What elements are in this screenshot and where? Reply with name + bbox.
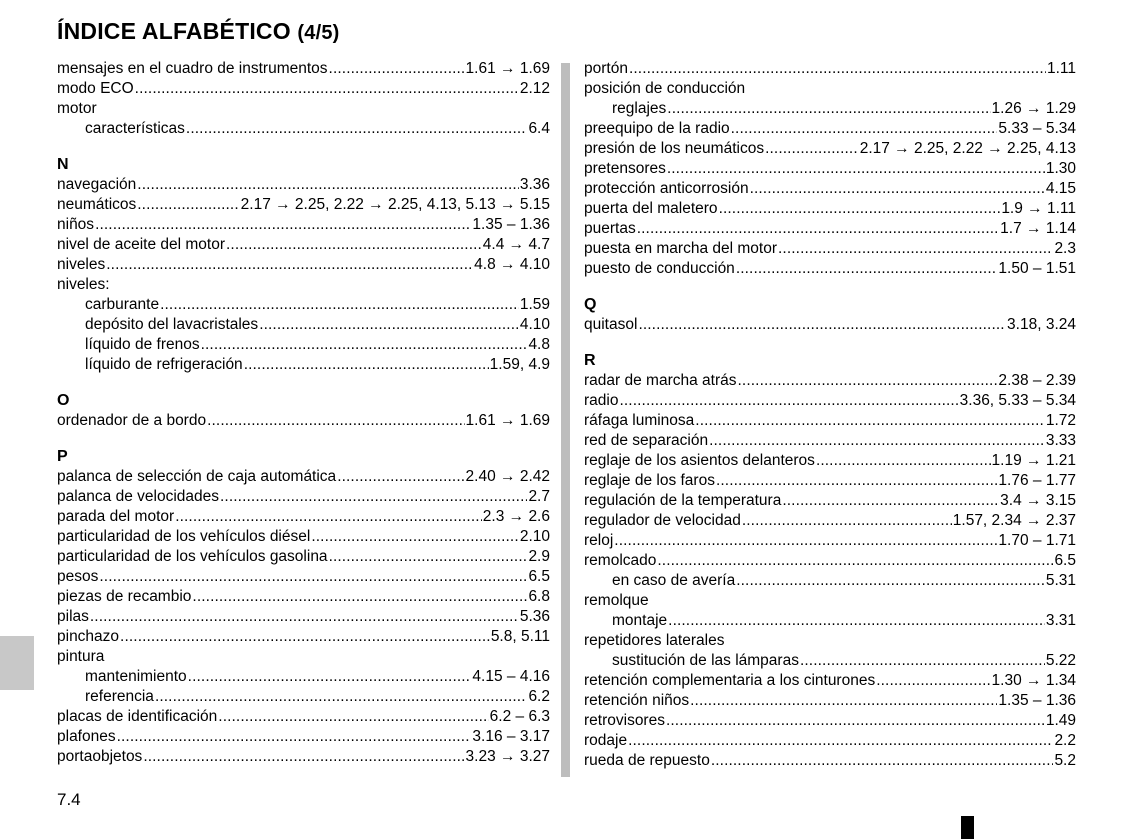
index-letter-heading: N [57,156,69,173]
dot-leader [117,727,472,747]
index-entry [57,195,550,215]
dot-leader [719,199,1001,219]
index-page-ref: 4.10 [519,316,550,333]
index-term: modo ECO [57,80,134,97]
index-page-ref: 1.30 [1045,160,1076,177]
index-page-ref: 1.30 → 1.34 [991,672,1076,689]
dot-leader [709,431,1045,451]
index-subentry [57,315,550,335]
index-page-ref: 1.49 [1045,712,1076,729]
index-page-ref: 1.7 → 1.14 [1000,220,1076,237]
index-term: reloj [584,532,614,549]
dot-leader [106,255,473,275]
index-entry [57,727,550,747]
index-term: protección anticorrosión [584,180,749,197]
index-term: radar de marcha atrás [584,372,737,389]
index-entry [584,671,1076,691]
index-entry [584,691,1076,711]
index-entry [57,587,550,607]
index-term: puesto de conducción [584,260,735,277]
index-term: niveles: [57,276,110,293]
dot-leader [668,611,1045,631]
dot-leader [657,551,1053,571]
section-tab-marker [0,636,34,690]
index-term: depósito del lavacristales [85,316,259,333]
dot-leader [137,175,519,195]
index-page-ref: 5.36 [519,608,550,625]
index-column-right [584,59,1076,771]
index-page-ref: 6.5 [1054,552,1076,569]
index-term: puesta en marcha del motor [584,240,777,257]
index-entry [584,199,1076,219]
index-term: pesos [57,568,99,585]
index-page-ref: 5.8, 5.11 [490,628,550,645]
dot-leader [207,411,464,431]
dot-leader [667,159,1045,179]
dot-leader [90,607,519,627]
index-entry [584,471,1076,491]
dot-leader [160,295,519,315]
index-page-ref: 1.11 [1046,60,1076,77]
index-term: pintura [57,648,105,665]
index-entry [57,275,550,295]
index-page-ref: 4.4 → 4.7 [482,236,550,253]
index-page-ref: 6.4 [528,120,550,137]
index-page-ref: 1.59, 4.9 [489,356,550,373]
index-term: plafones [57,728,116,745]
dot-leader [135,79,519,99]
index-term: reglaje de los asientos delanteros [584,452,815,469]
index-entry [57,235,550,255]
index-entry [584,431,1076,451]
index-entry [584,631,1076,651]
index-entry [57,627,550,647]
index-term: ordenador de a bordo [57,412,207,429]
index-term: remolcado [584,552,657,569]
index-term: en caso de avería [612,572,736,589]
index-term: pilas [57,608,89,625]
dot-leader [738,371,998,391]
index-page-ref: 2.40 → 2.42 [465,468,550,485]
index-subentry [584,611,1076,631]
index-entry [584,179,1076,199]
dot-leader [95,215,471,235]
index-page-ref: 4.8 → 4.10 [474,256,550,273]
column-divider [561,63,570,777]
dot-leader [155,687,528,707]
index-entry [57,411,550,431]
dot-leader [800,651,1045,671]
index-term: puerta del maletero [584,200,718,217]
index-term: líquido de refrigeración [85,356,243,373]
index-page-ref: 1.70 – 1.71 [998,532,1076,549]
dot-leader [311,527,519,547]
index-page-ref: 5.2 [1054,752,1076,769]
index-subentry [57,667,550,687]
index-entry [584,315,1076,335]
dot-leader [711,751,1054,771]
dot-leader [628,731,1053,751]
index-term: parada del motor [57,508,175,525]
dot-leader [637,219,999,239]
index-page-ref: 1.19 → 1.21 [991,452,1076,469]
index-page-ref: 3.18, 3.24 [1007,316,1076,333]
index-term: presión de los neumáticos [584,140,765,157]
dot-leader [329,59,465,79]
index-term: radio [584,392,619,409]
dot-leader [226,235,482,255]
index-page-ref: 3.33 [1045,432,1076,449]
index-page-ref: 3.16 – 3.17 [472,728,550,745]
index-term: líquido de frenos [85,336,200,353]
index-letter-heading: P [57,448,68,465]
dot-leader [614,531,997,551]
index-term: placas de identificación [57,708,218,725]
dot-leader [876,671,990,691]
index-entry [584,79,1076,99]
page-number: 7.4 [57,790,81,809]
index-term: reglaje de los faros [584,472,715,489]
index-entry [57,507,550,527]
index-term: red de separación [584,432,709,449]
index-letter-heading: Q [584,296,597,313]
dot-leader [329,547,528,567]
index-term: palanca de velocidades [57,488,220,505]
index-page-ref: 1.57, 2.34 → 2.37 [952,512,1076,529]
index-page-ref: 4.15 [1045,180,1076,197]
index-term: características [85,120,185,137]
index-term: puertas [584,220,636,237]
index-page-ref: 2.7 [528,488,550,505]
index-page-ref: 1.59 [519,296,550,313]
dot-leader [731,119,998,139]
index-page-ref: 5.33 – 5.34 [998,120,1076,137]
index-page-ref: 4.8 [528,336,550,353]
index-entry [57,487,550,507]
index-entry [57,567,550,587]
dot-leader [259,315,519,335]
index-term: rueda de repuesto [584,752,710,769]
dot-leader [186,119,528,139]
page-title-suffix: (4/5) [297,22,340,44]
index-term: montaje [612,612,668,629]
index-entry [584,119,1076,139]
index-term: regulador de velocidad [584,512,741,529]
index-entry [584,531,1076,551]
dot-leader [337,467,464,487]
index-term: rodaje [584,732,628,749]
dot-leader [736,571,1045,591]
index-entry [57,59,550,79]
index-entry [57,175,550,195]
index-subentry [57,687,550,707]
dot-leader [99,567,527,587]
index-term: mantenimiento [85,668,187,685]
index-page-ref: 2.9 [528,548,550,565]
index-entry [584,411,1076,431]
index-entry [584,59,1076,79]
index-entry [57,747,550,767]
dot-leader [736,259,998,279]
dot-leader [778,239,1053,259]
index-entry [584,219,1076,239]
dot-leader [782,491,999,511]
index-page-ref: 1.72 [1045,412,1076,429]
index-term: retención complementaria a los cinturones [584,672,876,689]
index-entry [584,511,1076,531]
dot-leader [137,195,239,215]
index-term: pretensores [584,160,666,177]
index-page-ref: 2.10 [519,528,550,545]
dot-leader [143,747,464,767]
index-entry [584,731,1076,751]
index-page-ref: 2.3 [1054,240,1076,257]
dot-leader [218,707,488,727]
index-entry [584,451,1076,471]
index-term: particularidad de los vehículos gasolina [57,548,328,565]
index-term: particularidad de los vehículos diésel [57,528,311,545]
index-page-ref: 1.26 → 1.29 [991,100,1076,117]
index-page-ref: 1.61 → 1.69 [465,60,550,77]
index-term: niveles [57,256,106,273]
index-subentry [57,295,550,315]
index-term: neumáticos [57,196,137,213]
index-page-ref: 5.22 [1045,652,1076,669]
index-page-ref: 4.15 – 4.16 [472,668,550,685]
dot-leader [765,139,859,159]
index-page-ref: 6.8 [528,588,550,605]
index-subentry [584,571,1076,591]
dot-leader [750,179,1045,199]
dot-leader [244,355,489,375]
index-entry [57,527,550,547]
index-page-ref: 1.9 → 1.11 [1001,200,1076,217]
index-entry [584,591,1076,611]
index-term: retrovisores [584,712,665,729]
index-page-ref: 2.17 → 2.25, 2.22 → 2.25, 4.13, 5.13 → 5.15 [240,196,550,213]
index-page-ref: 2.3 → 2.6 [482,508,550,525]
index-page-ref: 2.17 → 2.25, 2.22 → 2.25, 4.13 [859,140,1076,157]
index-entry [57,607,550,627]
dot-leader [188,667,472,687]
index-entry [584,551,1076,571]
index-entry [584,159,1076,179]
index-page-ref: 3.36 [519,176,550,193]
index-term: portaobjetos [57,748,143,765]
index-entry [57,255,550,275]
index-term: quitasol [584,316,638,333]
index-page-ref: 2.38 – 2.39 [998,372,1076,389]
index-term: portón [584,60,628,77]
index-page-ref: 6.2 [528,688,550,705]
index-page-ref: 2.12 [519,80,550,97]
index-page-ref: 1.35 – 1.36 [998,692,1076,709]
index-page-ref: 1.50 – 1.51 [998,260,1076,277]
index-subentry [57,119,550,139]
index-term: navegación [57,176,137,193]
index-entry [584,491,1076,511]
dot-leader [716,471,997,491]
index-entry [57,79,550,99]
index-subentry [57,355,550,375]
index-term: niños [57,216,95,233]
index-entry [584,259,1076,279]
index-term: nivel de aceite del motor [57,236,226,253]
index-term: mensajes en el cuadro de instrumentos [57,60,328,77]
dot-leader [816,451,991,471]
index-term: repetidores laterales [584,632,725,649]
index-term: retención niños [584,692,690,709]
index-entry [584,751,1076,771]
index-subentry [57,335,550,355]
index-subentry [584,651,1076,671]
index-page-ref: 3.23 → 3.27 [465,748,550,765]
index-entry [57,467,550,487]
dot-leader [695,411,1045,431]
index-page-ref: 6.2 – 6.3 [489,708,550,725]
index-entry [584,391,1076,411]
dot-leader [667,99,990,119]
index-term: ráfaga luminosa [584,412,695,429]
index-term: carburante [85,296,160,313]
index-letter-heading: O [57,392,70,409]
index-entry [584,139,1076,159]
dot-leader [201,335,528,355]
index-entry [57,215,550,235]
index-term: preequipo de la radio [584,120,730,137]
dot-leader [638,315,1006,335]
dot-leader [666,711,1045,731]
index-term: posición de conducción [584,80,746,97]
index-term: remolque [584,592,649,609]
index-term: sustitución de las lámparas [612,652,799,669]
index-page-ref: 2.2 [1054,732,1076,749]
index-entry [57,707,550,727]
page-title [57,18,340,45]
index-entry [57,647,550,667]
index-page-ref: 5.31 [1045,572,1076,589]
index-entry [584,711,1076,731]
index-page-ref: 1.35 – 1.36 [472,216,550,233]
index-entry [57,547,550,567]
index-page-ref: 3.36, 5.33 – 5.34 [959,392,1076,409]
index-entry [57,99,550,119]
index-page-ref: 3.31 [1045,612,1076,629]
dot-leader [690,691,997,711]
index-column-left [57,59,550,767]
dot-leader [175,507,482,527]
dot-leader [619,391,958,411]
index-term: pinchazo [57,628,120,645]
index-page-ref: 3.4 → 3.15 [1000,492,1076,509]
index-page-ref: 1.61 → 1.69 [465,412,550,429]
index-page-ref: 6.5 [528,568,550,585]
dot-leader [120,627,490,647]
page-title-text: ÍNDICE ALFABÉTICO [57,18,291,44]
index-subentry [584,99,1076,119]
corner-mark [961,816,974,839]
index-term: reglajes [612,100,667,117]
index-entry [584,239,1076,259]
index-term: palanca de selección de caja automática [57,468,337,485]
index-term: piezas de recambio [57,588,192,605]
dot-leader [220,487,527,507]
dot-leader [192,587,527,607]
index-letter-heading: R [584,352,596,369]
dot-leader [629,59,1046,79]
index-term: regulación de la temperatura [584,492,782,509]
dot-leader [742,511,952,531]
index-page-ref: 1.76 – 1.77 [998,472,1076,489]
index-term: referencia [85,688,154,705]
index-entry [584,371,1076,391]
index-term: motor [57,100,97,117]
